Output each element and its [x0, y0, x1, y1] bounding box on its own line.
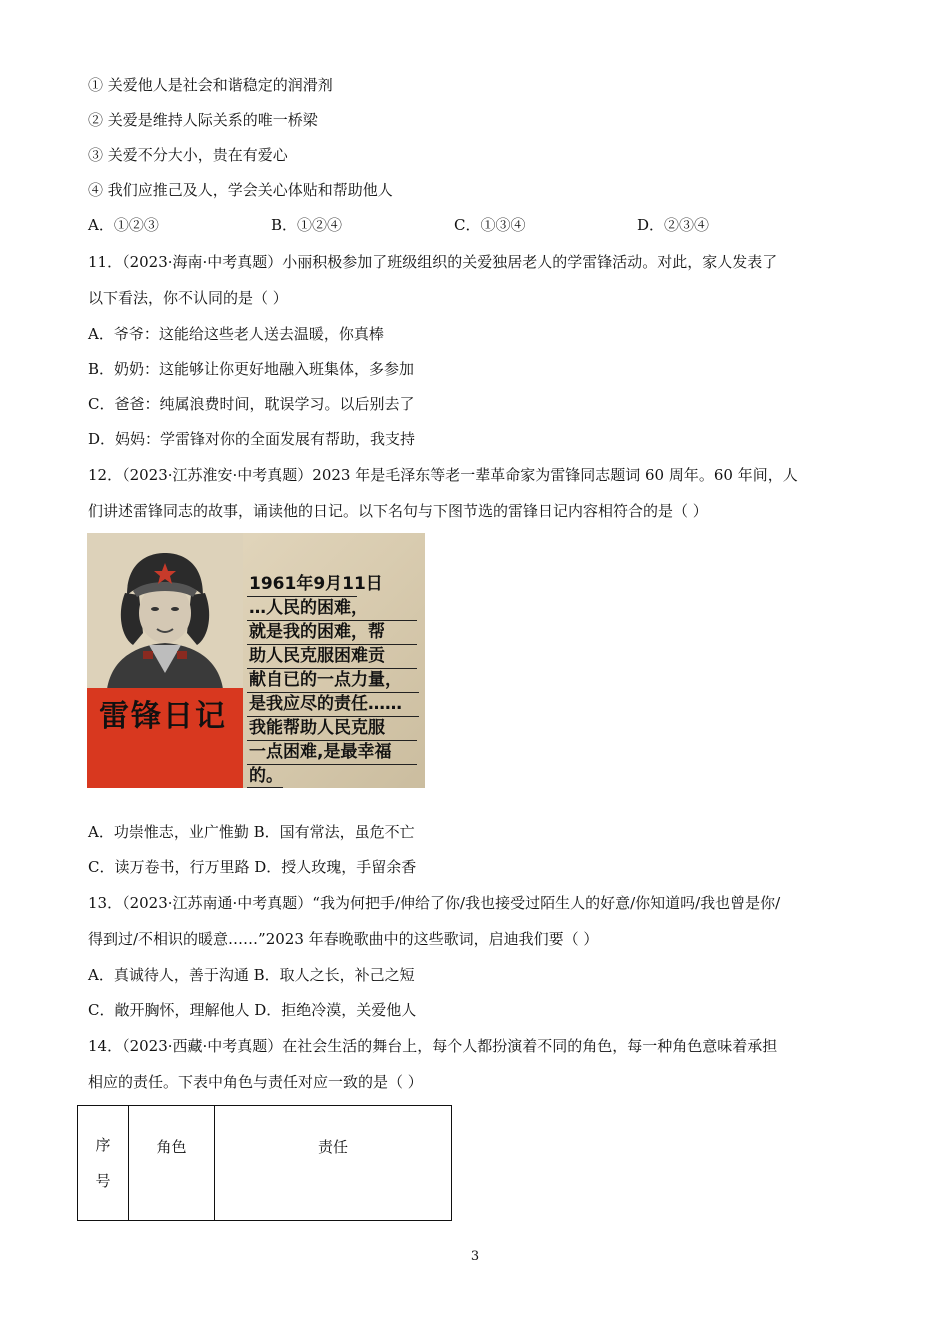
header-index-line-2: 号 — [95, 1172, 111, 1190]
diary-line: 的。 — [249, 766, 283, 786]
q11-option-a: A．爷爷：这能给这些老人送去温暖，你真棒 — [88, 325, 384, 343]
diary-cover-title: 雷锋日记 — [99, 699, 227, 734]
q10-statement-2: ② 关爱是维持人际关系的唯一桥梁 — [88, 111, 318, 129]
q11-option-d: D．妈妈：学雷锋对你的全面发展有帮助，我支持 — [88, 430, 416, 448]
page-number: 3 — [470, 1249, 480, 1264]
q12-stem-line-2: 们讲述雷锋同志的故事，诵读他的日记。以下名句与下图节选的雷锋日记内容相符合的是（ ） — [88, 502, 708, 520]
diary-excerpt — [245, 565, 425, 786]
q10-option-a: A．①②③ — [88, 216, 159, 234]
diary-line: 1961年9月11日 — [249, 574, 383, 594]
lei-feng-portrait — [87, 533, 243, 689]
header-responsibility: 责任 — [215, 1106, 452, 1221]
q12-options-cd: C．读万卷书，行万里路 D．授人玫瑰，手留余香 — [88, 858, 417, 876]
q13-options-ab: A．真诚待人，善于沟通 B．取人之长，补己之短 — [88, 966, 415, 984]
diary-line: 就是我的困难，帮 — [249, 622, 385, 642]
q10-option-b: B．①②④ — [271, 216, 343, 234]
q12-stem-line-1: 12．（2023·江苏淮安·中考真题）2023 年是毛泽东等老一辈革命家为雷锋同志题词 60 周年。60 年间，人 — [88, 466, 798, 484]
q14-stem-line-2: 相应的责任。下表中角色与责任对应一致的是（ ） — [88, 1073, 423, 1091]
q11-option-b: B．奶奶：这能够让你更好地融入班集体，多参加 — [88, 360, 415, 378]
q11-stem-line-2: 以下看法，你不认同的是（ ） — [88, 289, 288, 307]
diary-line: 是我应尽的责任…… — [249, 694, 402, 714]
q10-statement-1: ① 关爱他人是社会和谐稳定的润滑剂 — [88, 76, 333, 94]
table-header-row — [78, 1106, 452, 1221]
diary-line: 助人民克服困难贡 — [249, 646, 385, 666]
header-index-line-1: 序 — [95, 1136, 111, 1154]
header-role: 角色 — [129, 1106, 215, 1221]
q13-stem-line-2: 得到过/不相识的暖意……”2023 年春晚歌曲中的这些歌词，启迪我们要（ ） — [88, 930, 599, 948]
q10-statement-3: ③ 关爱不分大小，贵在有爱心 — [88, 146, 288, 164]
q14-stem-line-1: 14．（2023·西藏·中考真题）在社会生活的舞台上，每个人都扮演着不同的角色，每一种角色意味着承担 — [88, 1037, 778, 1055]
q11-stem-line-1: 11．（2023·海南·中考真题）小丽积极参加了班级组织的关爱独居老人的学雷锋活动。对此，家人发表了 — [88, 253, 778, 271]
q11-option-c: C．爸爸：纯属浪费时间，耽误学习。以后别去了 — [88, 395, 415, 413]
diary-line: 我能帮助人民克服 — [249, 718, 385, 738]
role-responsibility-table — [77, 1105, 452, 1221]
diary-line: 献自已的一点力量， — [249, 670, 402, 690]
q13-stem-line-1: 13．（2023·江苏南通·中考真题）“我为何把手/伸给了你/我也接受过陌生人的好意/你知道吗/我也曾是你/ — [88, 894, 781, 912]
q12-options-ab: A．功崇惟志，业广惟勤 B．国有常法，虽危不亡 — [88, 823, 415, 841]
q10-option-d: D．②③④ — [637, 216, 710, 234]
diary-underline — [247, 787, 283, 788]
diary-line: …人民的困难， — [249, 598, 368, 618]
diary-line: 一点困难,是最幸福 — [249, 742, 392, 762]
q10-option-c: C．①③④ — [454, 216, 526, 234]
header-index — [78, 1106, 129, 1221]
lei-feng-diary-image — [87, 533, 425, 788]
q13-options-cd: C．敞开胸怀，理解他人 D．拒绝冷漠，关爱他人 — [88, 1001, 417, 1019]
q10-options — [88, 215, 848, 235]
q10-statement-4: ④ 我们应推己及人，学会关心体贴和帮助他人 — [88, 181, 393, 199]
